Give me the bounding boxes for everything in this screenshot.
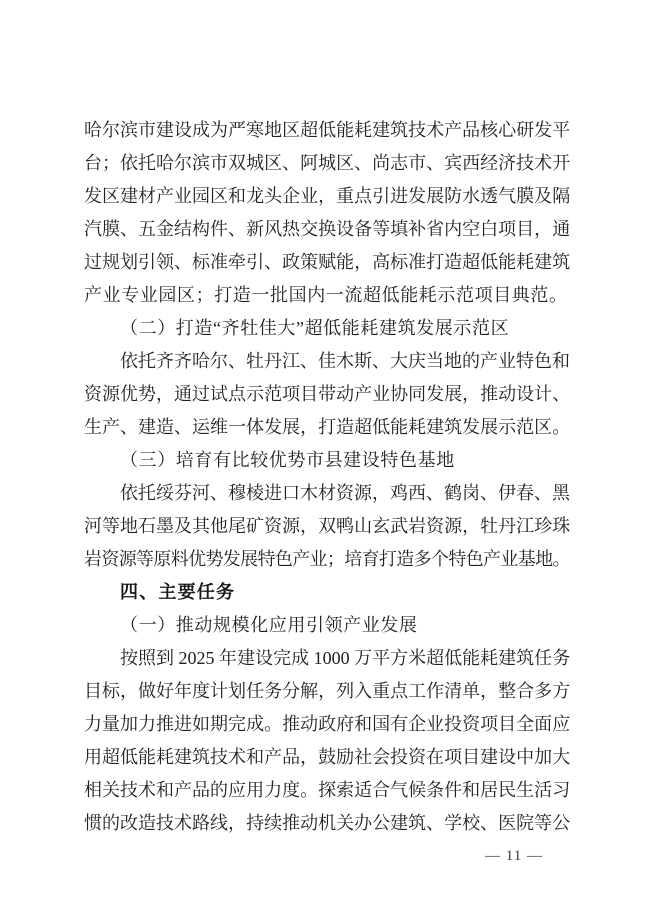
subsection-heading bbox=[84, 444, 570, 477]
text-line: 依托齐齐哈尔、牡丹江、佳木斯、大庆当地的产业特色和 bbox=[120, 351, 570, 371]
text-line: （一）推动规模化应用引领产业发展 bbox=[120, 615, 418, 635]
page-number: — 11 — bbox=[485, 848, 543, 864]
text-line: 岩资源等原料优势发展特色产业；培育打造多个特色产业基地。 bbox=[84, 549, 570, 569]
text-line: 力量加力推进如期完成。推动政府和国有企业投资项目全面应 bbox=[84, 714, 571, 734]
text-line: 惯的改造技术路线，持续推动机关办公建筑、学校、医院等公 bbox=[84, 813, 571, 833]
text-line: 河等地石墨及其他尾矿资源，双鸭山玄武岩资源，牡丹江珍珠 bbox=[84, 516, 571, 536]
text-line: 汽膜、五金结构件、新风热交换设备等填补省内空白项目，通 bbox=[84, 219, 571, 239]
text-line: 过规划引领、标准牵引、政策赋能，高标准打造超低能耗建筑 bbox=[84, 252, 571, 272]
section-heading bbox=[84, 576, 570, 609]
text-line: 台；依托哈尔滨市双城区、阿城区、尚志市、宾西经济技术开 bbox=[84, 153, 571, 173]
text-line: 发区建材产业园区和龙头企业，重点引进发展防水透气膜及隔 bbox=[84, 186, 571, 206]
text-line: 按照到 2025 年建设完成 1000 万平方米超低能耗建筑任务 bbox=[120, 648, 571, 668]
text-line: 四、主要任务 bbox=[120, 582, 236, 602]
text-line: 依托绥芬河、穆棱进口木材资源，鸡西、鹤岗、伊春、黑 bbox=[120, 483, 570, 503]
body-paragraph bbox=[84, 642, 570, 840]
text-line: （三）培育有比较优势市县建设特色基地 bbox=[120, 450, 455, 470]
text-line: 相关技术和产品的应用力度。探索适合气候条件和居民生活习 bbox=[84, 780, 571, 800]
text-line: 用超低能耗建筑技术和产品，鼓励社会投资在项目建设中加大 bbox=[84, 747, 571, 767]
subsection-heading bbox=[84, 312, 570, 345]
body-paragraph bbox=[84, 114, 570, 312]
text-line: 资源优势，通过试点示范项目带动产业协同发展，推动设计、 bbox=[84, 384, 571, 404]
body-paragraph bbox=[84, 345, 570, 444]
text-line: （二）打造“齐牡佳大”超低能耗建筑发展示范区 bbox=[120, 318, 510, 338]
text-line: 生产、建造、运维一体发展，打造超低能耗建筑发展示范区。 bbox=[84, 417, 571, 437]
text-line: 目标，做好年度计划任务分解，列入重点工作清单，整合多方 bbox=[84, 681, 571, 701]
text-line: 哈尔滨市建设成为严寒地区超低能耗建筑技术产品核心研发平 bbox=[84, 120, 571, 140]
body-paragraph bbox=[84, 477, 570, 576]
text-line: 产业专业园区；打造一批国内一流超低能耗示范项目典范。 bbox=[84, 285, 568, 305]
subsection-heading bbox=[84, 609, 570, 642]
document-body bbox=[84, 114, 570, 840]
